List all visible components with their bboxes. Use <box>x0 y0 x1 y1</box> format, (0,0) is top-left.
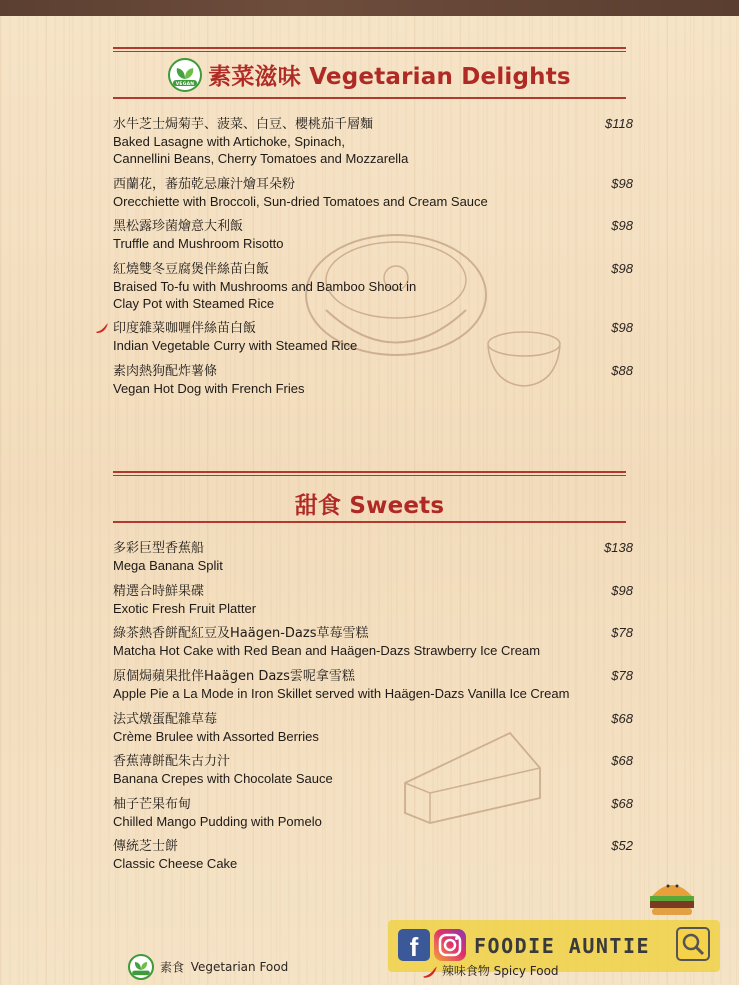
menu-item <box>113 838 633 872</box>
veg-title-en: Vegetarian Delights <box>309 64 571 90</box>
item-price: $138 <box>604 540 633 555</box>
item-name-zh: 香蕉薄餅配朱古力汁 <box>113 754 231 769</box>
item-name-en: Mega Banana Split <box>113 558 223 573</box>
sweets-title-en: Sweets <box>349 493 445 519</box>
vegan-badge-icon <box>128 954 154 980</box>
item-name-zh: 精選合時鮮果碟 <box>113 584 205 599</box>
facebook-icon: f <box>398 929 430 961</box>
item-name-zh: 西蘭花，蕃茄乾忌廉汁燴耳朵粉 <box>113 177 296 192</box>
item-name-en: Chilled Mango Pudding with Pomelo <box>113 814 322 829</box>
item-name-en-cont: Cannellini Beans, Cherry Tomatoes and Mozzarella <box>113 151 409 166</box>
item-name-en: Apple Pie a La Mode in Iron Skillet served with Haägen-Dazs Vanilla Ice Cream <box>113 686 570 701</box>
veg-section-title <box>0 58 739 95</box>
menu-item <box>113 583 633 617</box>
menu-item <box>113 711 633 745</box>
item-price: $78 <box>611 625 633 640</box>
legend-veg-en: Vegetarian Food <box>190 960 289 974</box>
search-icon <box>676 927 710 961</box>
menu-item <box>113 796 633 830</box>
item-price: $98 <box>611 320 633 335</box>
section-divider-top <box>113 471 626 476</box>
item-price: $68 <box>611 796 633 811</box>
legend-veg-zh: 素食 <box>160 960 185 975</box>
menu-item <box>113 363 633 397</box>
item-price: $52 <box>611 838 633 853</box>
menu-item <box>113 176 633 210</box>
item-price: $98 <box>611 218 633 233</box>
instagram-icon <box>434 929 466 961</box>
item-name-en: Classic Cheese Cake <box>113 856 238 871</box>
item-name-zh: 黑松露珍菌燴意大利飯 <box>113 219 244 234</box>
item-name-en: Orecchiette with Broccoli, Sun-dried Tomatoes and Cream Sauce <box>113 194 488 209</box>
item-price: $98 <box>611 583 633 598</box>
top-wood-border <box>0 0 739 16</box>
menu-item <box>113 540 633 574</box>
item-price: $88 <box>611 363 633 378</box>
veg-title-zh: 素菜滋味 <box>208 64 301 90</box>
menu-item <box>113 668 633 702</box>
menu-item <box>113 116 633 167</box>
menu-item <box>113 261 633 312</box>
item-price: $118 <box>605 116 633 131</box>
item-name-en: Vegan Hot Dog with French Fries <box>113 381 305 396</box>
section-divider-top <box>113 47 626 52</box>
section-divider-bottom <box>113 521 626 523</box>
vegan-badge-icon <box>168 58 202 92</box>
item-price: $68 <box>611 711 633 726</box>
sweets-title-zh: 甜食 <box>294 493 342 519</box>
svg-text:VEGAN: VEGAN <box>175 81 195 87</box>
item-name-en: Baked Lasagne with Artichoke, Spinach, <box>113 134 345 149</box>
item-name-zh: 素肉熱狗配炸薯條 <box>113 364 218 379</box>
item-name-en: Truffle and Mushroom Risotto <box>113 236 284 251</box>
item-name-en: Banana Crepes with Chocolate Sauce <box>113 771 333 786</box>
legend-vegetarian <box>128 954 288 980</box>
item-name-en: Indian Vegetable Curry with Steamed Rice <box>113 338 358 353</box>
item-price: $98 <box>611 176 633 191</box>
item-name-zh: 法式燉蛋配雜草莓 <box>113 712 218 727</box>
item-name-en-cont: Clay Pot with Steamed Rice <box>113 296 275 311</box>
item-name-zh: 原個焗蘋果批伴Haägen Dazs雲呢拿雪糕 <box>113 669 355 684</box>
item-name-zh: 印度雜菜咖喱伴絲苗白飯 <box>113 321 257 336</box>
item-name-zh: 綠茶熱香餅配紅豆及Haägen-Dazs草莓雪糕 <box>113 626 369 641</box>
burger-mascot-icon <box>644 872 700 922</box>
item-name-zh: 紅燒雙冬豆腐煲伴絲苗白飯 <box>113 262 270 277</box>
sweets-section-title <box>0 487 739 520</box>
menu-item <box>113 625 633 659</box>
menu-item <box>113 320 633 354</box>
chili-icon <box>95 322 109 334</box>
item-name-en: Braised To-fu with Mushrooms and Bamboo Shoot in <box>113 279 417 294</box>
watermark-brand-text: FOODIE AUNTIE <box>474 934 651 958</box>
item-name-en: Crème Brulee with Assorted Berries <box>113 729 319 744</box>
item-name-zh: 多彩巨型香蕉船 <box>113 541 205 556</box>
item-name-zh: 傳統芝士餅 <box>113 839 179 854</box>
item-name-en: Matcha Hot Cake with Red Bean and Haägen-Dazs Strawberry Ice Cream <box>113 643 541 658</box>
section-divider-bottom <box>113 97 626 99</box>
item-price: $68 <box>611 753 633 768</box>
legend-spicy-zh: 辣味食物 <box>441 964 490 978</box>
item-price: $98 <box>611 261 633 276</box>
chili-icon <box>422 965 438 979</box>
menu-item <box>113 218 633 252</box>
item-name-zh: 柚子芒果布甸 <box>113 797 192 812</box>
item-price: $78 <box>611 668 633 683</box>
legend-spicy <box>422 962 559 979</box>
item-name-en: Exotic Fresh Fruit Platter <box>113 601 257 616</box>
legend-spicy-en: Spicy Food <box>493 964 559 978</box>
item-name-zh: 水牛芝士焗菊芋、菠菜、白豆、櫻桃茄千層麵 <box>113 117 374 132</box>
menu-item <box>113 753 633 787</box>
